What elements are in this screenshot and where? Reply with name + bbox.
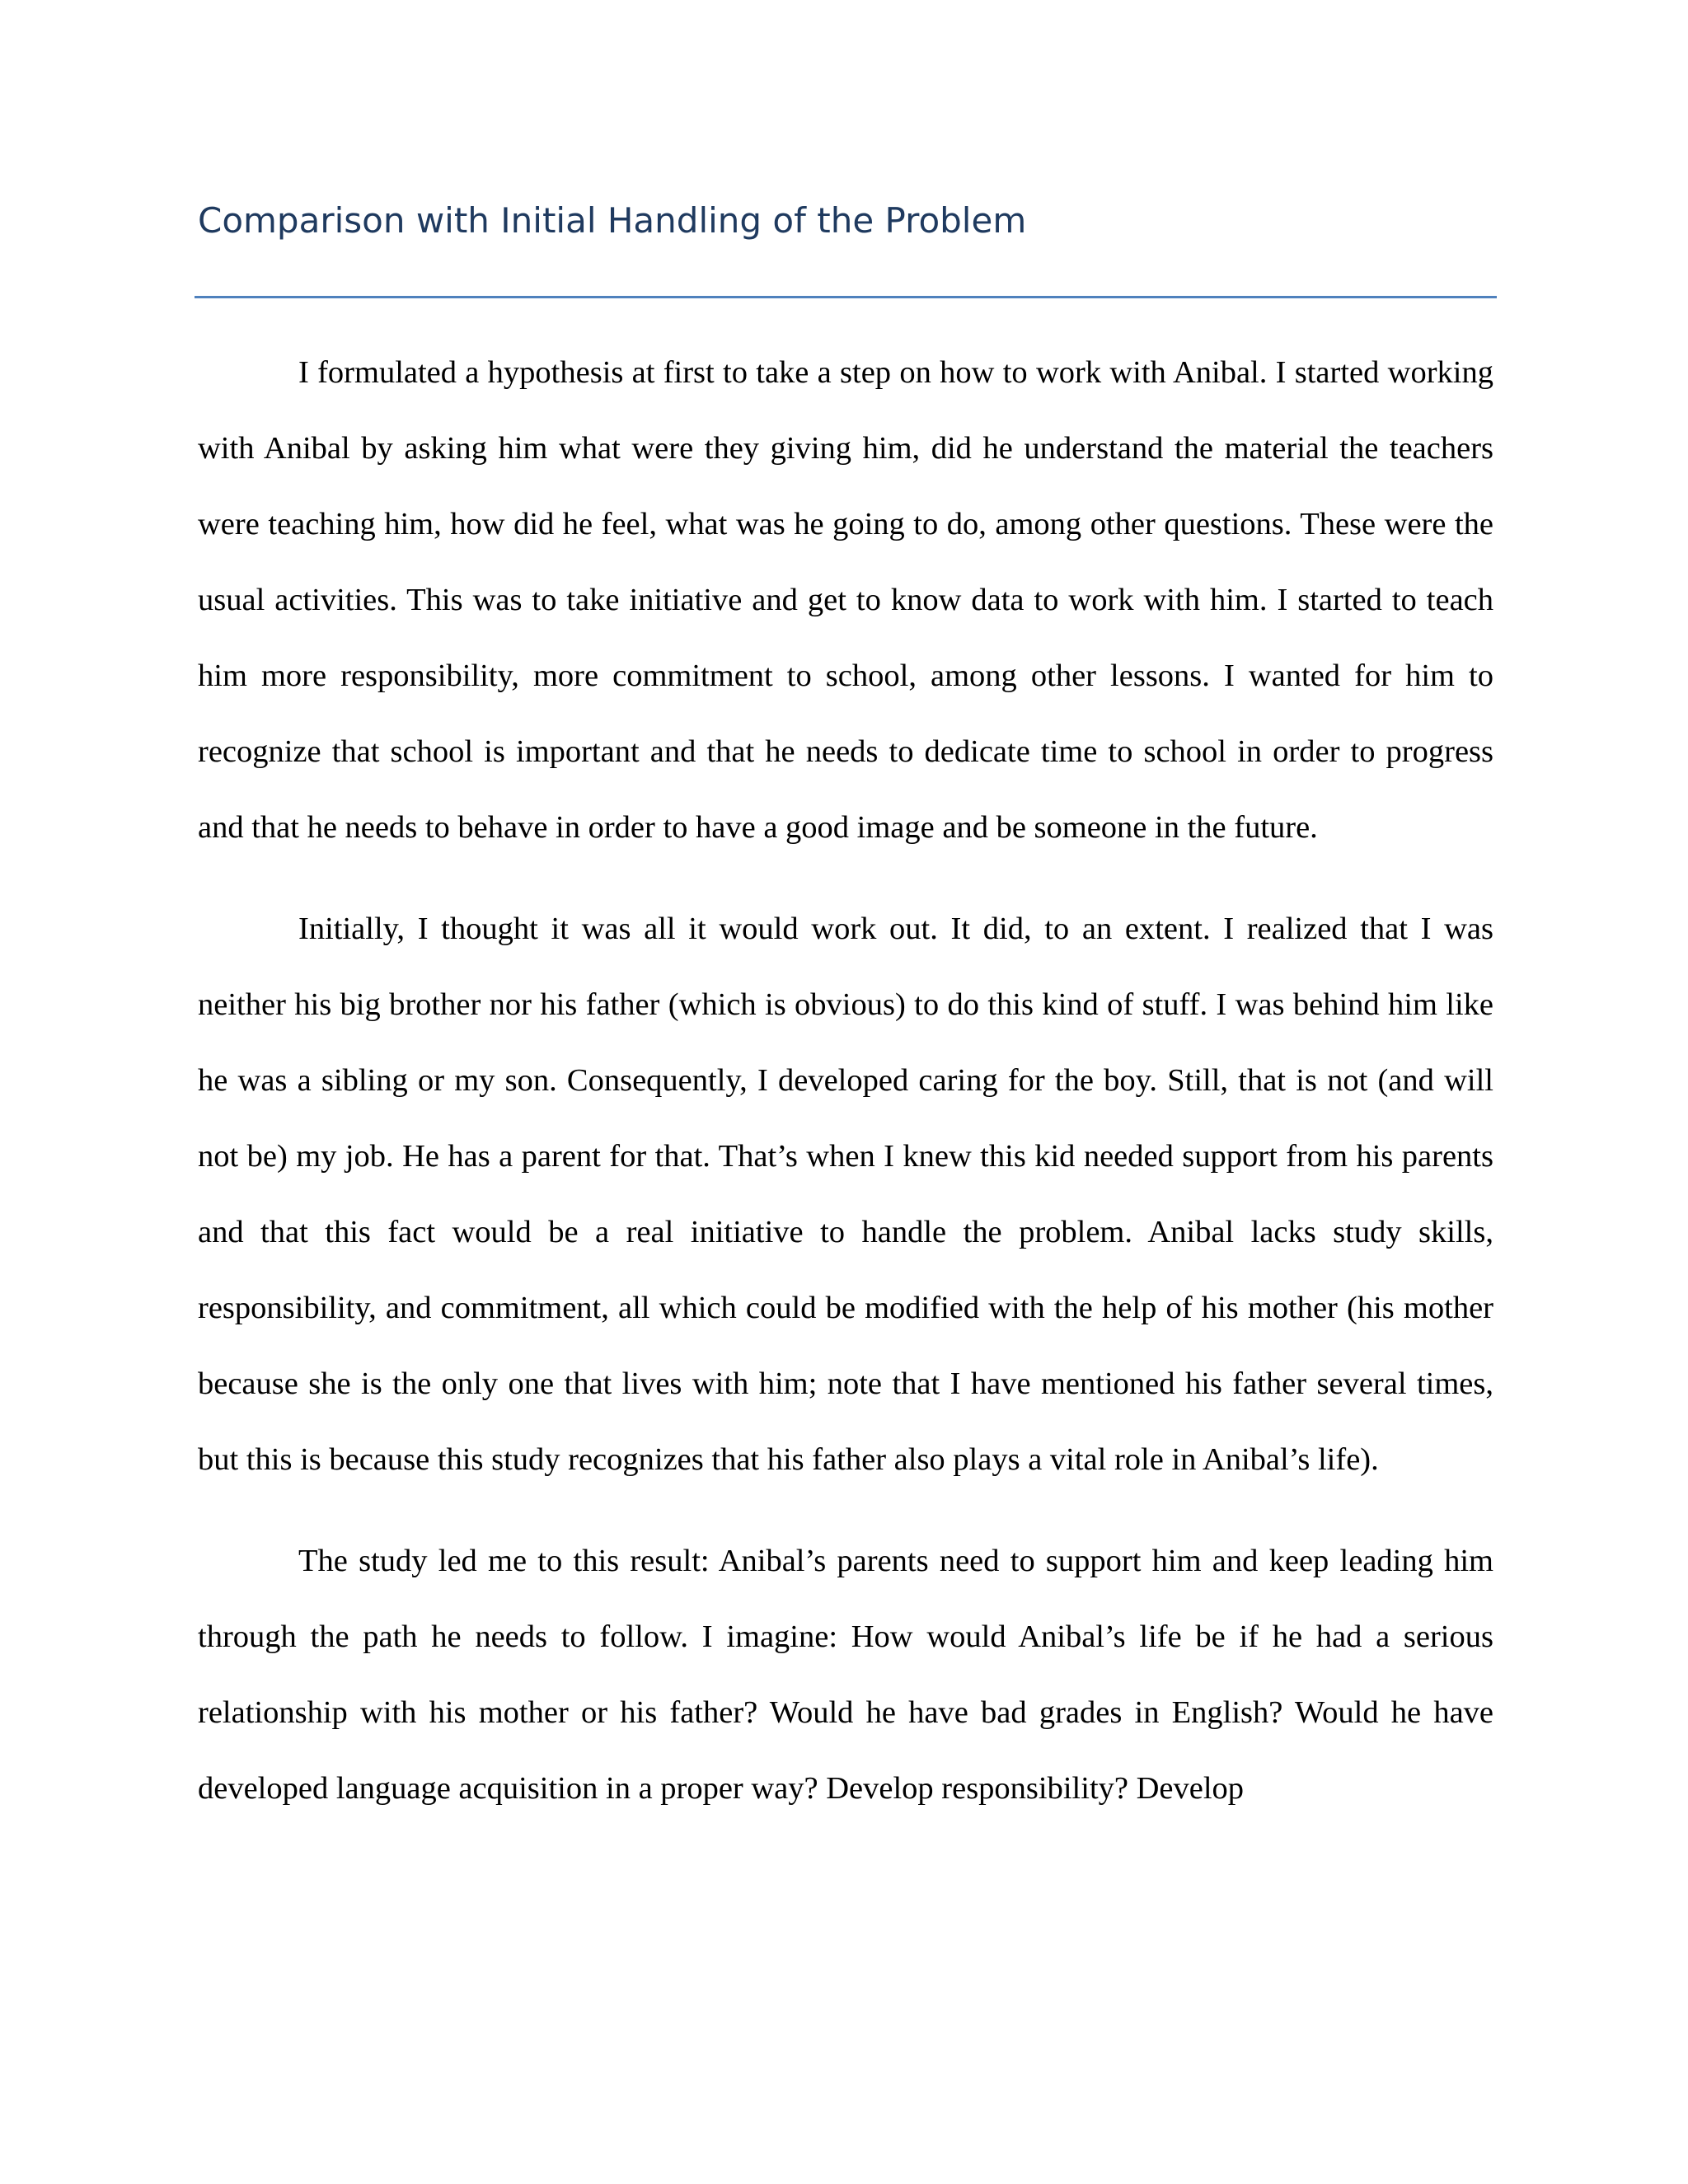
body-text — [198, 335, 1493, 1852]
section-heading: Comparison with Initial Handling of the Problem — [198, 200, 1027, 241]
heading-divider — [195, 296, 1497, 298]
paragraph-2: Initially, I thought it was all it would work out. It did, to an extent. I realized that I was neither his big brother nor his father (which is obvious) to do this kind of stuff. I was behind him like he was a sibling or my son. Consequently, I developed caring for the boy. Still, that is not (and will not be) my job. He has a parent for that. That’s when I knew this kid needed support from his parents and that this fact would be a real initiative to handle the problem. Anibal lacks study skills, responsibility, and commitment, all which could be modified with the help of his mother (his mother because she is the only one that lives with him; note that I have mentioned his father several times, but this is because this study recognizes that his father also plays a vital role in Anibal’s life). — [198, 912, 1493, 1477]
paragraph-3: The study led me to this result: Anibal’s parents need to support him and keep leading him through the path he needs to follow. I imagine: How would Anibal’s life be if he had a serious relationship with his mother or his father? Would he have bad grades in English? Would he have developed language acquisition in a proper way? Develop responsibility? Develop — [198, 1544, 1493, 1806]
paragraph-1: I formulated a hypothesis at first to take a step on how to work with Anibal. I started working with Anibal by asking him what were they giving him, did he understand the material the teachers were teaching him, how did he feel, what was he going to do, among other questions. These were the usual activities. This was to take initiative and get to know data to work with him. I started to teach him more responsibility, more commitment to school, among other lessons. I wanted for him to recognize that school is important and that he needs to dedicate time to school in order to progress and that he needs to behave in order to have a good image and be someone in the future. — [198, 355, 1493, 845]
